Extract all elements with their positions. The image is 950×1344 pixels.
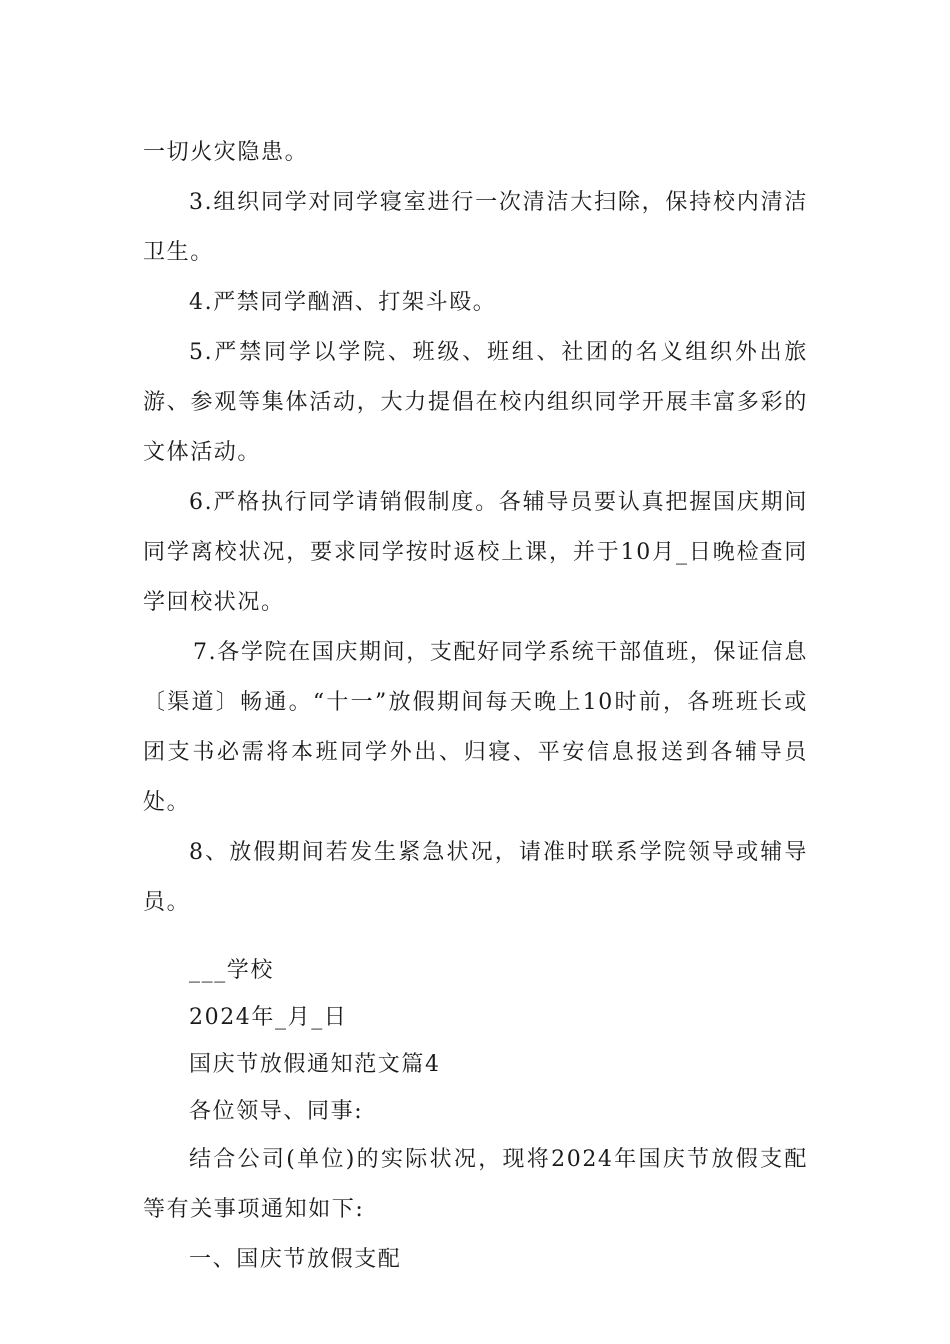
paragraph-item-7: 7.各学院在国庆期间，支配好同学系统干部值班，保证信息〔渠道〕畅通。“十一”放假期间每天晚上10时前，各班班长或团支书必需将本班同学外出、归寝、平安信息报送到各辅导员处。 xyxy=(143,640,808,815)
paragraph-item-6: 6.严格执行同学请销假制度。各辅导员要认真把握国庆期间同学离校状况，要求同学按时返校上课，并于10月_日晚检查同学回校状况。 xyxy=(143,490,808,615)
intro-paragraph: 结合公司(单位)的实际状况，现将2024年国庆节放假支配等有关事项通知如下: xyxy=(143,1147,808,1222)
heading-holiday-arrangement: 一、国庆节放假支配 xyxy=(189,1247,402,1272)
paragraph-fire-hazard: 一切火灾隐患。 xyxy=(143,140,309,165)
paragraph-item-8: 8、放假期间若发生紧急状况，请准时联系学院领导或辅导员。 xyxy=(143,840,808,915)
paragraph-item-4: 4.严禁同学酗酒、打架斗殴。 xyxy=(189,290,497,315)
signature-spacer xyxy=(143,928,808,947)
signature-date: 2024年_月_日 xyxy=(189,1005,348,1030)
greeting: 各位领导、同事: xyxy=(189,1099,364,1124)
paragraph-item-3: 3.组织同学对同学寝室进行一次清洁大扫除，保持校内清洁卫生。 xyxy=(143,190,808,265)
signature-school: ___学校 xyxy=(189,958,275,983)
document-body xyxy=(143,128,808,1285)
section-title: 国庆节放假通知范文篇4 xyxy=(189,1052,441,1077)
paragraph-item-5: 5.严禁同学以学院、班级、班组、社团的名义组织外出旅游、参观等集体活动，大力提倡在校内组织同学开展丰富多彩的文体活动。 xyxy=(143,340,808,465)
